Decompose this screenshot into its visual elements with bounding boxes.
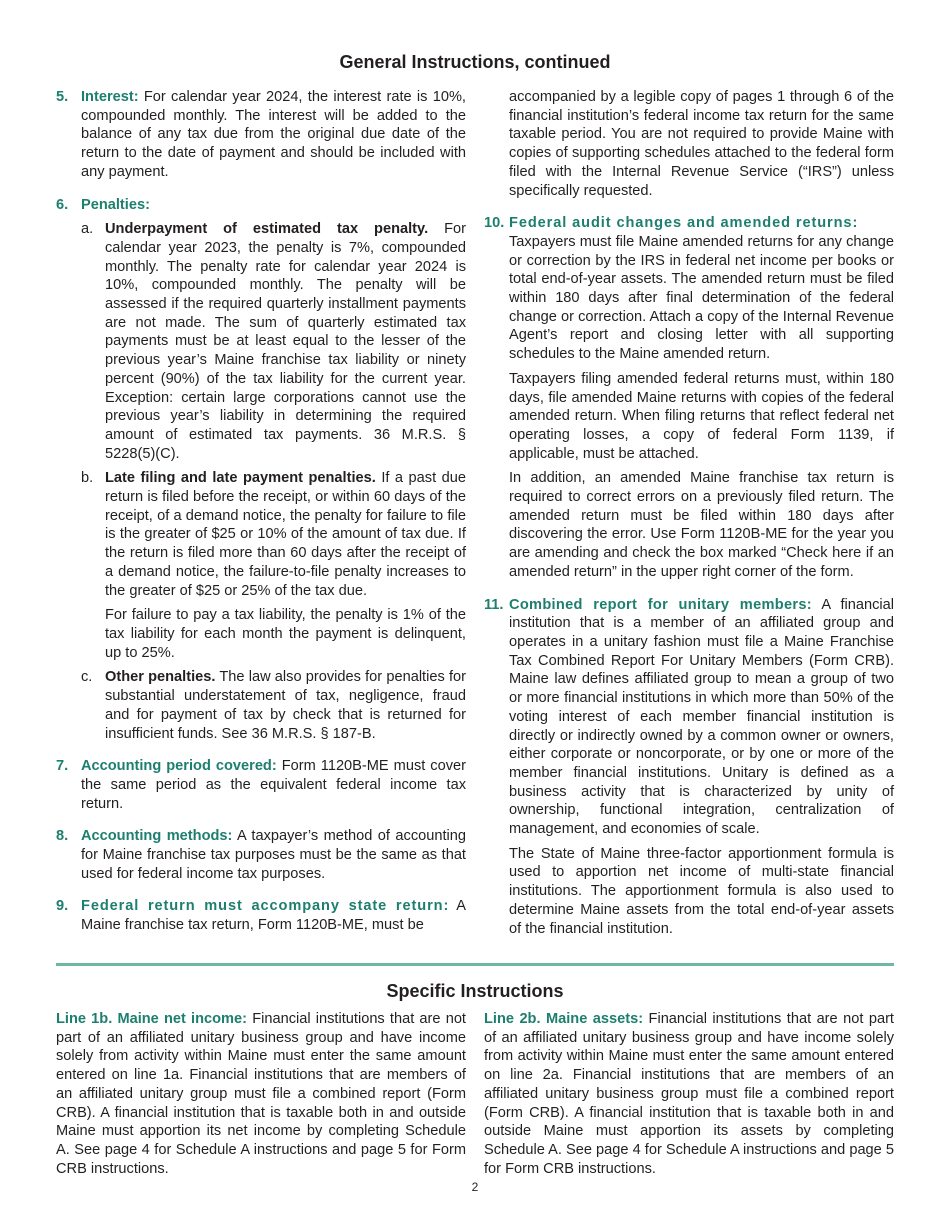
item-text: A taxpayer’s method of accounting for Maine franchise tax purposes must be the same as that used for federal income tax purposes. bbox=[81, 828, 466, 882]
subitem-letter: b. bbox=[81, 470, 94, 487]
item-text: A Maine franchise tax return, Form 1120B-ME, must be bbox=[81, 898, 467, 934]
line-text: Financial institutions that are not part of an affiliated unitary business group and have income solely from activity within Maine must enter the same amount entered on line 1a. Financial institutions that are members of an affiliated unitary group must file a combined report (Form CRB). A financial institution that is taxable both in and outside Maine must apportion its net income by completing Schedule A. See page 4 for Schedule A instructions and page 5 for Form CRB instructions. bbox=[56, 1011, 466, 1177]
line-heading: Line 1b. Maine net income: bbox=[56, 1011, 248, 1027]
line-2b-instructions bbox=[484, 1010, 894, 1178]
item-number: 11. bbox=[484, 596, 504, 613]
subitem-heading: Underpayment of estimated tax penalty. bbox=[105, 221, 429, 238]
left-column bbox=[56, 88, 466, 949]
subitem-text: If a past due return is filed before the receipt, or within 60 days of the receipt, of a demand notice, the penalty for failure to file is the greater of $25 or 10% of the amount of tax due. If the return is filed more than 60 days after the receipt of a demand notice, the failure-to-file penalty increases to the greater of $25 or 25% of the tax due. bbox=[105, 470, 466, 599]
subitem-text: For failure to pay a tax liability, the penalty is 1% of the tax liability for each month the payment is delinquent, up to 25%. bbox=[105, 607, 466, 661]
item-text: For calendar year 2024, the interest rate is 10%, compounded monthly. The interest will be added to the balance of any tax due from the original due date of the return to the date of payment and should be included with any payment. bbox=[81, 89, 466, 180]
item-heading: Federal return must accompany state return: bbox=[81, 898, 450, 915]
item-text: Taxpayers filing amended federal returns must, within 180 days, file amended Maine returns with copies of the federal amended return. When filing returns that reflect federal net operating losses, a copy of federal Form 1139, if applicable, must be attached. bbox=[509, 370, 894, 462]
line-text: Financial institutions that are not part of an affiliated unitary business group and have income solely from activity within Maine must enter the same amount entered on line 2a. Financial institutions that are members of an affiliated unitary business group must file a combined report (Form CRB). A financial institution that is taxable both in and outside Maine must apportion its assets by completing Schedule A. See page 4 for Schedule A instructions and page 5 for Form CRB instructions. bbox=[484, 1011, 894, 1177]
subitem-other-penalties bbox=[81, 668, 466, 743]
right-column bbox=[484, 88, 894, 952]
item-text: Form 1120B-ME must cover the same period as the equivalent federal income tax return. bbox=[81, 758, 466, 812]
page-number: 2 bbox=[471, 1180, 479, 1194]
item-heading: Accounting period covered: bbox=[81, 758, 277, 775]
item-text: accompanied by a legible copy of pages 1 through 6 of the financial institution’s federal income tax return for the same taxable period. You are not required to provide Maine with copies of supporting schedules attached to the federal form filed with the Internal Revenue Service (“IRS”) unless specifically requested. bbox=[509, 89, 894, 199]
item-number: 7. bbox=[56, 758, 69, 775]
item-number: 10. bbox=[484, 215, 505, 232]
item-heading: Accounting methods: bbox=[81, 828, 233, 845]
subitem-letter: c. bbox=[81, 669, 93, 686]
item-heading: Federal audit changes and amended returns: bbox=[509, 215, 859, 232]
item-number: 9. bbox=[56, 898, 69, 915]
subitem-heading: Other penalties. bbox=[105, 669, 216, 686]
section-divider bbox=[56, 963, 894, 966]
item-penalties bbox=[56, 196, 466, 744]
item-combined-report bbox=[484, 596, 894, 939]
item-text: Taxpayers must file Maine amended returns for any change or correction by the IRS in federal net income per books or total end-of-year assets. The amended return must be filed within 180 days after final determination of the federal change or correction. Attach a copy of the Internal Revenue Agent’s report and closing letter with all supporting schedules to the Maine amended return. bbox=[509, 233, 894, 363]
item-accounting-period bbox=[56, 757, 466, 813]
page-title: General Instructions, continued bbox=[339, 52, 611, 72]
item-text: The State of Maine three-factor apportionment formula is used to apportion net income of multi-state financial institutions. The apportionment formula is also used to determine Maine assets from the total end-of-year assets of the financial institution. bbox=[509, 845, 894, 937]
item-text: In addition, an amended Maine franchise tax return is required to correct errors on a previously filed return. The amended return must be filed within 180 days after discovering the error. Use Form 1120B-ME for the year you are amending and check the box marked “Check here if an amended return” in the upper right corner of the form. bbox=[509, 470, 894, 580]
item-number: 8. bbox=[56, 828, 69, 845]
item-accounting-methods bbox=[56, 827, 466, 883]
item-federal-return bbox=[56, 897, 466, 934]
line-heading: Line 2b. Maine assets: bbox=[484, 1011, 644, 1027]
item-interest bbox=[56, 88, 466, 182]
specific-instructions-title: Specific Instructions bbox=[386, 981, 564, 1001]
item-federal-return-continued bbox=[484, 88, 894, 200]
item-audit-changes bbox=[484, 214, 894, 581]
subitem-text: The law also provides for penalties for substantial understatement of tax, negligence, fraud and for payment of tax by check that is returned for insufficient funds. See 36 M.R.S. § 187-B. bbox=[105, 669, 466, 742]
subitem-underpayment bbox=[81, 220, 466, 463]
item-heading: Interest: bbox=[81, 89, 139, 105]
item-number: 6. bbox=[56, 196, 69, 213]
item-number: 5. bbox=[56, 89, 69, 105]
subitem-late-filing bbox=[81, 469, 466, 662]
item-heading: Penalties: bbox=[81, 196, 150, 213]
subitem-heading: Late filing and late payment penalties. bbox=[105, 470, 376, 487]
subitem-letter: a. bbox=[81, 221, 94, 238]
item-heading: Combined report for unitary members: bbox=[509, 596, 812, 613]
line-1b-instructions bbox=[56, 1010, 466, 1178]
item-text: A financial institution that is a member of an affiliated group and operates in a unitary fashion must file a Maine Franchise Tax Combined Report For Unitary Members (Form CRB). Maine law defines affiliated group to mean a group of two or more financial institutions in which more than 50% of the voting interest of each member financial institution is directly or indirectly owned by a common owner or owners, either corporate or noncorporate, or by one or more of the member financial institutions. Unitary is defined as a business activity that is characterized by unity of ownership, functional integration, centralization of management, and economies of scale. bbox=[509, 596, 895, 838]
subitem-text: For calendar year 2023, the penalty is 7%, compounded monthly. The penalty rate for calendar year 2024 is 10%, compounded monthly. The penalty will be assessed if the required quarterly installment payments are not made. The sum of quarterly estimated tax payments must be at least equal to the lesser of the previous year’s Maine franchise tax liability or ninety percent (90%) of the tax liability for the current year. Exception: certain large corporations cannot use the previous year’s liability in determining the required amount of estimated tax payments. 36 M.R.S. § 5228(5)(C). bbox=[105, 221, 466, 462]
